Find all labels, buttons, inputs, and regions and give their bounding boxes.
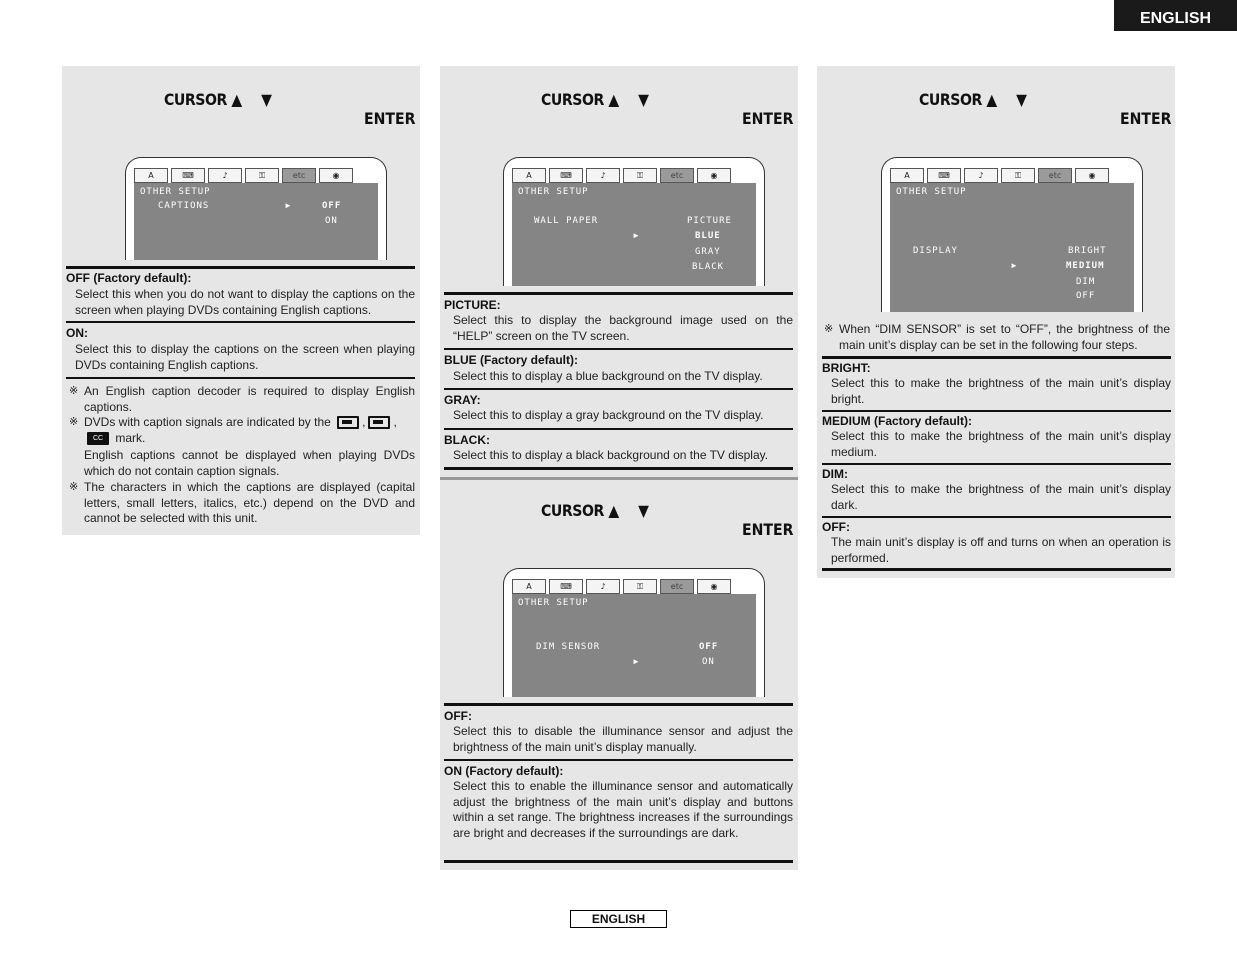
menu-title: OTHER SETUP [518, 187, 589, 197]
display-tab-icon: ⌨ [927, 168, 961, 183]
note-text: When “DIM SENSOR” is set to “OFF”, the brightness of the main unit’s display can be set in the following four steps. [839, 322, 1170, 352]
entry-desc: Select this to make the brightness of the main unit’s display bright. [831, 376, 1171, 406]
tv-tab-bar [890, 168, 1112, 183]
entry-desc: Select this to disable the illuminance sensor and adjust the brightness of the main unit’s display manually. [453, 724, 793, 754]
tv-screen-captions [125, 157, 387, 260]
key-tab-icon: ⚿ [1001, 168, 1035, 183]
audio-tab-icon: ♪ [586, 168, 620, 183]
divider [444, 703, 793, 706]
divider [822, 568, 1171, 571]
cursor-instruction [919, 90, 1027, 109]
menu-option: BLUE [695, 231, 721, 241]
entry-term: BLUE (Factory default): [444, 353, 579, 367]
entry-term: BRIGHT: [822, 361, 871, 375]
display-tab-icon: ⌨ [549, 168, 583, 183]
other-tab-icon: etc [1038, 168, 1072, 183]
menu-option: DIM [1076, 277, 1096, 287]
tv-screen-wallpaper [503, 157, 765, 286]
caption-note [69, 480, 415, 527]
divider [66, 321, 415, 323]
cc-mark-icon: CC [87, 432, 109, 445]
setup-tab-icon: ◉ [697, 579, 731, 594]
other-tab-icon: etc [660, 168, 694, 183]
entry-term: ON: [66, 326, 88, 340]
cursor-instruction [541, 501, 649, 520]
note-mark-icon: ※ [824, 323, 834, 335]
selection-arrow-icon: ► [632, 231, 640, 240]
menu-title: OTHER SETUP [140, 187, 211, 197]
audio-tab-icon: ♪ [586, 579, 620, 594]
divider [822, 516, 1171, 518]
tv-menu-area [890, 183, 1134, 312]
entry-term: MEDIUM (Factory default): [822, 414, 972, 428]
entry-term: GRAY: [444, 393, 481, 407]
key-tab-icon: ⚿ [245, 168, 279, 183]
entry-term: OFF (Factory default): [66, 271, 192, 285]
selection-arrow-icon: ► [284, 201, 292, 210]
entry-desc: Select this when you do not want to display the captions on the screen when playing DVDs containing English captions. [75, 287, 415, 317]
menu-option: ON [702, 657, 715, 667]
entry-desc: The main unit’s display is off and turns on when an operation is performed. [831, 535, 1171, 565]
audio-tab-icon: ♪ [208, 168, 242, 183]
menu-option: GRAY [695, 247, 721, 257]
entry-term: OFF: [822, 520, 850, 534]
cursor-label: CURSOR ▲ [919, 90, 997, 109]
cursor-label: CURSOR ▲ [541, 501, 619, 520]
tv-tab-bar [512, 579, 734, 594]
divider [444, 759, 793, 761]
language-tab-icon: A [512, 579, 546, 594]
enter-instruction: ENTER [741, 520, 793, 539]
note-text: mark. [115, 430, 146, 445]
note-mark-icon: ※ [69, 481, 79, 493]
entry-term: BLACK: [444, 433, 490, 447]
divider [66, 266, 415, 269]
tv-screen-display [881, 157, 1143, 312]
divider [444, 428, 793, 430]
divider [822, 356, 1171, 359]
divider [444, 467, 793, 470]
entry-desc: Select this to display the background image used on the “HELP” screen on the TV screen. [453, 313, 793, 343]
menu-title: OTHER SETUP [896, 187, 967, 197]
divider [444, 860, 793, 863]
language-tab-icon: A [890, 168, 924, 183]
entry-term: PICTURE: [444, 298, 501, 312]
divider [822, 410, 1171, 412]
caption-mark-icon [337, 416, 359, 429]
cursor-instruction [164, 90, 272, 109]
tv-tab-bar [512, 168, 734, 183]
language-tab: ENGLISH [1114, 0, 1237, 31]
caption-mark-icon [368, 416, 390, 429]
entry-desc: Select this to make the brightness of the main unit’s display dark. [831, 482, 1171, 512]
enter-instruction: ENTER [741, 109, 793, 128]
display-tab-icon: ⌨ [171, 168, 205, 183]
note-text: The characters in which the captions are displayed (capital letters, small letters, italics, etc.) depend on the DVD and cannot be selected with this unit. [84, 480, 415, 526]
note-text: An English caption decoder is required to display English captions. [84, 384, 415, 414]
cursor-instruction [541, 90, 649, 109]
tv-menu-area [134, 183, 378, 260]
menu-option: BRIGHT [1068, 246, 1107, 256]
setup-tab-icon: ◉ [319, 168, 353, 183]
divider [66, 377, 415, 379]
setup-tab-icon: ◉ [697, 168, 731, 183]
menu-option: ON [325, 216, 338, 226]
entry-desc: Select this to display a black background on the TV display. [453, 448, 769, 462]
menu-option: OFF [322, 201, 342, 211]
menu-option: BLACK [692, 262, 725, 272]
display-note [824, 322, 1170, 353]
other-tab-icon: etc [282, 168, 316, 183]
menu-option: OFF [699, 642, 719, 652]
menu-option: OFF [1076, 291, 1096, 301]
entry-desc: Select this to display a gray background on the TV display. [453, 408, 764, 422]
cursor-down-icon: ▼ [638, 501, 649, 520]
cursor-down-icon: ▼ [261, 90, 272, 109]
tv-screen-dimsensor [503, 568, 765, 697]
selection-arrow-icon: ► [632, 657, 640, 666]
menu-option: MEDIUM [1066, 261, 1105, 271]
entry-desc: Select this to display a blue background on the TV display. [453, 369, 763, 383]
tv-tab-bar [134, 168, 356, 183]
enter-instruction: ENTER [363, 109, 415, 128]
audio-tab-icon: ♪ [964, 168, 998, 183]
other-tab-icon: etc [660, 579, 694, 594]
tv-menu-area [512, 183, 756, 286]
tv-menu-area [512, 594, 756, 697]
cursor-label: CURSOR ▲ [164, 90, 242, 109]
note-mark-icon: ※ [69, 416, 79, 428]
entry-term: DIM: [822, 467, 848, 481]
note-text: DVDs with caption signals are indicated by the [84, 415, 331, 429]
entry-desc: Select this to make the brightness of the main unit’s display medium. [831, 429, 1171, 459]
language-tab-icon: A [512, 168, 546, 183]
setup-tab-icon: ◉ [1075, 168, 1109, 183]
menu-title: OTHER SETUP [518, 598, 589, 608]
divider [444, 292, 793, 295]
entry-desc: Select this to display the captions on the screen when playing DVDs containing English captions. [75, 342, 415, 372]
menu-option: PICTURE [687, 216, 732, 226]
entry-term: ON (Factory default): [444, 764, 564, 778]
divider [822, 463, 1171, 465]
menu-item: CAPTIONS [158, 201, 210, 211]
selection-arrow-icon: ► [1010, 261, 1018, 270]
key-tab-icon: ⚿ [623, 168, 657, 183]
entry-desc: Select this to enable the illuminance sensor and automatically adjust the brightness of the main unit’s display and buttons within a set range. The brightness increases if the surroundings are bright and decreases if the surroundings are dark. [453, 779, 793, 840]
key-tab-icon: ⚿ [623, 579, 657, 594]
divider [444, 348, 793, 350]
caption-note: English captions cannot be displayed when playing DVDs which do not contain caption signals. [84, 448, 415, 478]
menu-item: WALL PAPER [534, 216, 599, 226]
cursor-label: CURSOR ▲ [541, 90, 619, 109]
caption-note: ※ DVDs with caption signals are indicated by the , , CC mark. [69, 415, 397, 445]
note-mark-icon: ※ [69, 385, 79, 397]
divider [444, 388, 793, 390]
footer-page-label: ENGLISH [570, 910, 667, 928]
menu-item: DISPLAY [913, 246, 958, 256]
menu-item: DIM SENSOR [536, 642, 601, 652]
display-tab-icon: ⌨ [549, 579, 583, 594]
cursor-down-icon: ▼ [638, 90, 649, 109]
entry-term: OFF: [444, 709, 472, 723]
language-tab-icon: A [134, 168, 168, 183]
caption-note [69, 384, 415, 415]
cursor-down-icon: ▼ [1016, 90, 1027, 109]
enter-instruction: ENTER [1119, 109, 1171, 128]
